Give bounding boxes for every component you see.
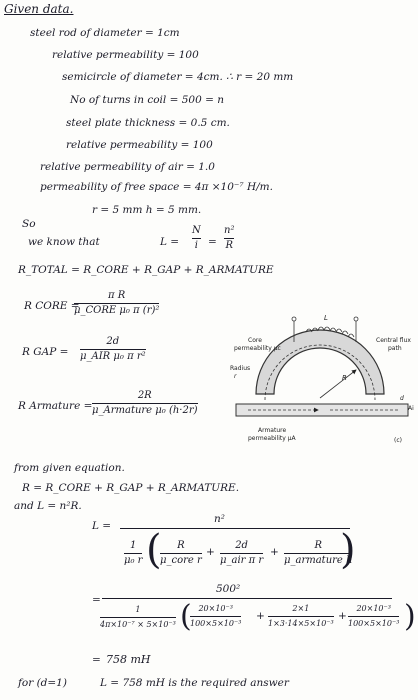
know-L: L = <box>160 236 180 248</box>
fraction-N-over-i: N i <box>192 225 201 251</box>
term-R-over-muarmature: R μ_armature h <box>284 540 353 566</box>
plus-2: + <box>270 546 279 558</box>
given-line-free-space: permeability of free space = 4π ×10⁻⁷ H/m. <box>40 181 273 193</box>
armature-label: Armature <box>258 427 287 434</box>
figure-c-label: (c) <box>394 437 402 444</box>
result-value: 758 mH <box>106 653 151 666</box>
from-given-equation: from given equation. <box>14 462 125 474</box>
given-line-rod-diameter: steel rod of diameter = 1cm <box>30 27 180 39</box>
rcore-fraction: π R μ_CORE μ₀ π (r)² <box>74 290 160 316</box>
core-label: Core <box>248 337 262 344</box>
value-term-3: 20×10⁻³ 100×5×10⁻³ <box>348 604 400 628</box>
given-line-plate-thickness: steel plate thickness = 0.5 cm. <box>66 117 230 129</box>
given-line-semicircle: semicircle of diameter = 4cm. ∴ r = 20 mm <box>62 71 294 83</box>
given-data-title: Given data. <box>4 2 74 16</box>
value-term-2: 2×1 1×3·14×5×10⁻³ <box>268 604 334 628</box>
so-label: So <box>22 218 36 230</box>
right-paren: ) <box>340 527 356 573</box>
given-line-dimensions: r = 5 mm h = 5 mm. <box>92 204 202 216</box>
we-know-label: we know that <box>28 236 100 248</box>
final-answer: L = 758 mH is the required answer <box>100 677 289 689</box>
know-equals: = <box>208 236 217 248</box>
magnetic-circuit-diagram <box>228 312 416 462</box>
rarm-label: R Armature = <box>18 400 93 412</box>
numeric-fraction-bar <box>102 598 392 599</box>
rarm-fraction: 2R μ_Armature μ₀ (h·2r) <box>92 390 198 416</box>
d-label: d <box>400 395 404 402</box>
left-paren: ( <box>146 527 162 573</box>
flux-label-2: path <box>388 345 402 352</box>
air-label: Ai <box>408 405 414 412</box>
const-fraction: 1 4π×10⁻⁷ × 5×10⁻³ <box>100 605 176 629</box>
term-R-over-mucore: R μ_core r <box>160 540 202 566</box>
radius-label: Radius <box>230 365 251 372</box>
radius-r-label: r <box>234 373 237 380</box>
equals-2: = <box>92 594 101 606</box>
n500-numerator: 500² <box>216 583 241 595</box>
core-label-2: permeability μc <box>234 345 281 352</box>
rcore-label: R CORE = <box>24 300 80 312</box>
given-line-turns: No of turns in coil = 500 = n <box>70 94 225 106</box>
final-prefix: for (d=1) <box>18 677 67 689</box>
plus-1: + <box>206 546 215 558</box>
and-L-equation: and L = n²R. <box>14 500 82 512</box>
one-over-mu0-r: 1 μ₀ r <box>124 540 143 566</box>
given-line-rod-permeability: relative permeability = 100 <box>52 49 199 61</box>
r-sum-equation: R = R_CORE + R_GAP + R_ARMATURE. <box>22 482 240 494</box>
fraction-n2-over-R: n² R <box>224 225 235 251</box>
radius-R-arrow <box>320 370 356 398</box>
rtotal-equation: R_TOTAL = R_CORE + R_GAP + R_ARMATURE <box>18 264 274 276</box>
L-numerator: n² <box>214 513 225 525</box>
value-term-1: 20×10⁻³ 100×5×10⁻³ <box>190 604 242 628</box>
rgap-fraction: 2d μ_AIR μ₀ π r² <box>80 336 146 362</box>
coil-L-label: L <box>324 314 328 322</box>
L-equals: L = <box>92 520 112 532</box>
flux-label: Central flux <box>376 337 411 344</box>
term-2d-over-muair: 2d μ_air π r <box>220 540 264 566</box>
equals-3: = <box>92 654 101 666</box>
plus-4: + <box>338 610 347 622</box>
rgap-label: R GAP = <box>22 346 69 358</box>
numeric-right-paren: ) <box>404 599 416 634</box>
plus-3: + <box>256 610 265 622</box>
R-label: R <box>342 374 347 382</box>
armature-label-2: permeability μA <box>248 435 296 442</box>
given-line-plate-permeability: relative permeability = 100 <box>66 139 213 151</box>
given-line-air-permeability: relative permeability of air = 1.0 <box>40 161 215 173</box>
core-ring <box>256 330 384 394</box>
numeric-left-paren: ( <box>180 599 192 634</box>
